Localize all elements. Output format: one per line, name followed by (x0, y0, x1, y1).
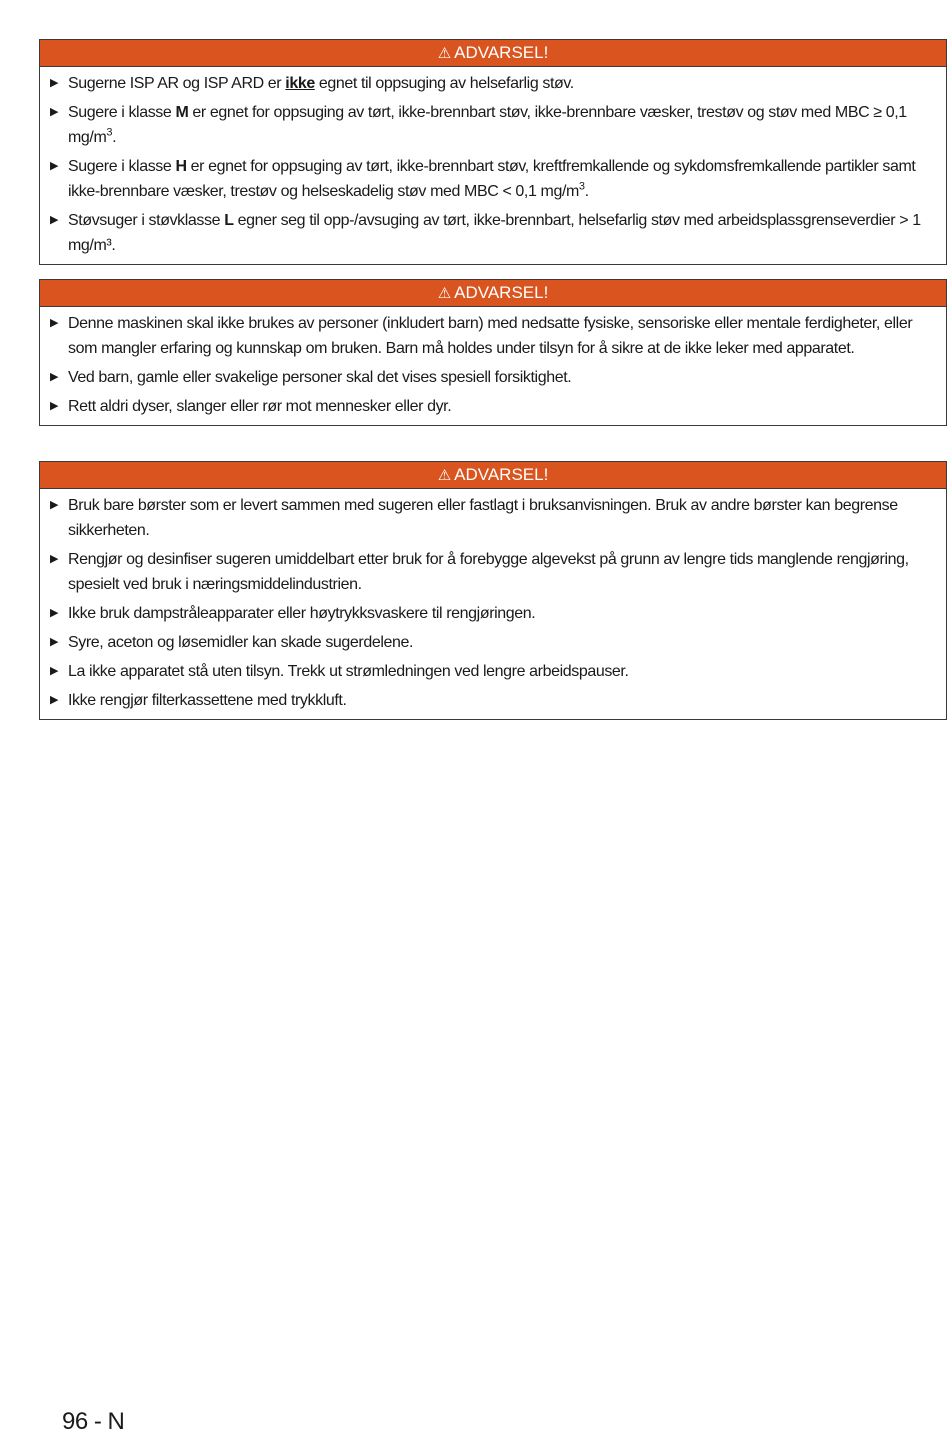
bullet-icon: ▶ (50, 106, 59, 118)
bullet-icon: ▶ (50, 214, 59, 226)
warning-header (40, 462, 946, 489)
warning-list (40, 67, 946, 264)
warning-title: ADVARSEL! (454, 283, 549, 302)
bullet-icon: ▶ (50, 317, 59, 329)
list-item: ▶ La ikke apparatet stå uten tilsyn. Trekk ut strømledningen ved lengre arbeidspauser. (48, 659, 938, 684)
bullet-icon: ▶ (50, 160, 59, 172)
list-item: ▶ Ikke rengjør filterkassettene med trykkluft. (48, 688, 938, 713)
warning-box-1 (39, 39, 947, 265)
list-item: ▶ Ved barn, gamle eller svakelige personer skal det vises spesiell forsiktighet. (48, 365, 938, 390)
page-number: 96 - N (62, 1408, 125, 1435)
list-item: ▶ Bruk bare børster som er levert sammen med sugeren eller fastlagt i bruksanvisningen. Bruk av andre børster kan begrense sikkerheten. (48, 493, 938, 543)
warning-title: ADVARSEL! (454, 465, 549, 484)
bullet-icon: ▶ (50, 694, 59, 706)
warning-box-2 (39, 279, 947, 426)
bullet-icon: ▶ (50, 607, 59, 619)
list-item: ▶ Syre, aceton og løsemidler kan skade sugerdelene. (48, 630, 938, 655)
list-item: ▶ Denne maskinen skal ikke brukes av personer (inkludert barn) med nedsatte fysiske, sensoriske eller mentale ferdigheter, eller som mangler erfaring og kunnskap om bruken. Barn må holdes under tilsyn for å sikre at de ikke leker med apparatet. (48, 311, 938, 361)
bullet-icon: ▶ (50, 665, 59, 677)
warning-list (40, 489, 946, 719)
warning-header (40, 40, 946, 67)
bullet-icon: ▶ (50, 636, 59, 648)
warning-triangle-icon: ⚠ (437, 45, 452, 62)
list-item: ▶ Sugerne ISP AR og ISP ARD er ikke egnet til oppsuging av helsefarlig støv. (48, 71, 938, 96)
warning-box-3 (39, 461, 947, 720)
list-item: ▶ Ikke bruk dampstråleapparater eller høytrykksvaskere til rengjøringen. (48, 601, 938, 626)
warning-header (40, 280, 946, 307)
list-item: ▶ Rett aldri dyser, slanger eller rør mot mennesker eller dyr. (48, 394, 938, 419)
bullet-icon: ▶ (50, 77, 59, 89)
bullet-icon: ▶ (50, 553, 59, 565)
list-item: ▶ Rengjør og desinfiser sugeren umiddelbart etter bruk for å forebygge algevekst på grunn av lengre tids manglende rengjøring, spesielt ved bruk i næringsmiddelindustrien. (48, 547, 938, 597)
bullet-icon: ▶ (50, 499, 59, 511)
bullet-icon: ▶ (50, 371, 59, 383)
warning-triangle-icon: ⚠ (437, 467, 452, 484)
bullet-icon: ▶ (50, 400, 59, 412)
list-item: ▶ Sugere i klasse H er egnet for oppsuging av tørt, ikke-brennbart støv, kreftfremkallende og sykdomsfremkallende partikler samt ikke-brennbare væsker, trestøv og helseskadelig støv med MBC < 0,1 $mg/m^3$. (48, 154, 938, 204)
warning-title: ADVARSEL! (454, 43, 549, 62)
warning-list (40, 307, 946, 425)
warning-triangle-icon: ⚠ (437, 285, 452, 302)
list-item: ▶ Sugere i klasse M er egnet for oppsuging av tørt, ikke-brennbart støv, ikke-brennbare væsker, trestøv og støv med MBC ≥ 0,1 $mg/m^3$. (48, 100, 938, 150)
list-item: ▶ Støvsuger i støvklasse L egner seg til opp-/avsuging av tørt, ikke-brennbart, helsefarlig støv med arbeidsplassgrenseverdier > 1 mg/m³. (48, 208, 938, 258)
